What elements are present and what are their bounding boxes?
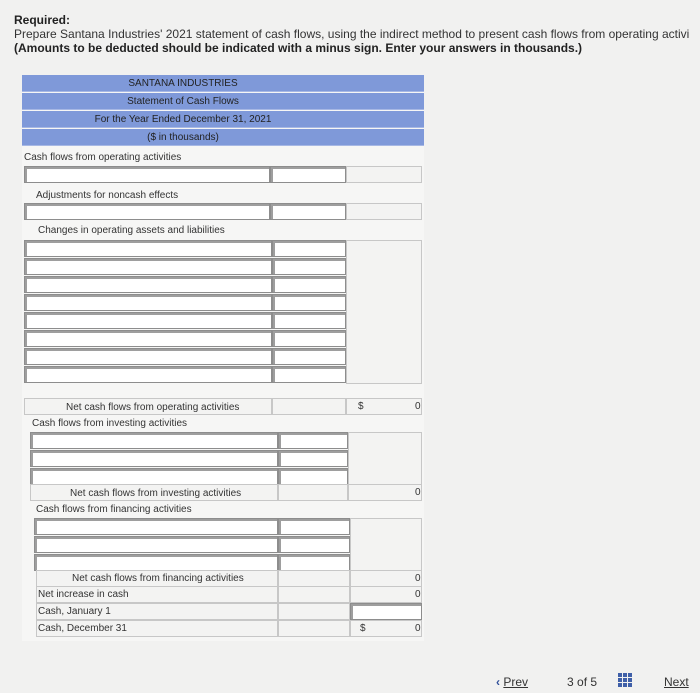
net-financing-value: 0: [415, 573, 421, 584]
change-amount-input-6[interactable]: [272, 330, 346, 347]
cash-dec-label: Cash, December 31: [38, 623, 127, 634]
change-item-input-1[interactable]: [24, 240, 272, 257]
page-of: of: [577, 675, 588, 689]
change-item-input-7[interactable]: [24, 348, 272, 365]
adjustment-total-cell: [346, 203, 422, 220]
investing-amount-input-1[interactable]: [278, 432, 348, 449]
operating-total-cell: [346, 166, 422, 183]
investing-item-input-3[interactable]: [30, 468, 278, 485]
net-financing-label: Net cash flows from financing activities: [72, 573, 244, 584]
change-amount-input-7[interactable]: [272, 348, 346, 365]
investing-item-input-1[interactable]: [30, 432, 278, 449]
statement-title-row: [22, 93, 424, 110]
changes-total-column: [346, 240, 422, 384]
investing-amount-input-2[interactable]: [278, 450, 348, 467]
required-heading: Required:: [14, 13, 71, 27]
next-label: Next: [664, 675, 689, 689]
net-investing-value: 0: [415, 487, 421, 498]
financing-item-input-3[interactable]: [34, 554, 278, 571]
page-total: 5: [590, 675, 598, 689]
change-item-input-5[interactable]: [24, 312, 272, 329]
change-amount-input-1[interactable]: [272, 240, 346, 257]
net-increase-blank: [278, 586, 350, 603]
cash-jan-label: Cash, January 1: [38, 606, 111, 617]
net-operating-value: 0: [415, 401, 421, 412]
financing-amount-input-1[interactable]: [278, 518, 350, 535]
change-amount-input-5[interactable]: [272, 312, 346, 329]
change-amount-input-8[interactable]: [272, 366, 346, 383]
change-item-input-4[interactable]: [24, 294, 272, 311]
required-note: (Amounts to be deducted should be indicated with a minus sign. Enter your answers in thousands.): [14, 41, 583, 55]
financing-item-input-1[interactable]: [34, 518, 278, 535]
statement-period-row: [22, 111, 424, 128]
net-financing-blank: [278, 570, 350, 587]
change-amount-input-4[interactable]: [272, 294, 346, 311]
cash-flow-statement: [22, 75, 424, 641]
financing-header: Cash flows from financing activities: [36, 504, 192, 515]
investing-item-input-2[interactable]: [30, 450, 278, 467]
change-amount-input-3[interactable]: [272, 276, 346, 293]
financing-amount-input-3[interactable]: [278, 554, 350, 571]
net-operating-label: Net cash flows from operating activities: [66, 402, 240, 413]
page-indicator: [567, 675, 597, 689]
adjustment-amount-input[interactable]: [270, 203, 346, 220]
operating-header: Cash flows from operating activities: [24, 152, 182, 163]
cash-jan-blank: [278, 603, 350, 620]
statement-period: For the Year Ended December 31, 2021: [94, 113, 272, 125]
page-current: 3: [567, 675, 574, 689]
change-item-input-3[interactable]: [24, 276, 272, 293]
net-increase-value: 0: [415, 589, 421, 600]
statement-company-row: [22, 75, 424, 92]
prev-button[interactable]: [496, 675, 528, 689]
change-amount-input-2[interactable]: [272, 258, 346, 275]
cash-jan-input[interactable]: [350, 603, 422, 620]
next-button[interactable]: [664, 675, 689, 689]
grid-icon[interactable]: [618, 673, 632, 687]
investing-amount-input-3[interactable]: [278, 468, 348, 485]
cash-dec-currency: $: [360, 623, 366, 634]
operating-item-input[interactable]: [24, 166, 270, 183]
net-investing-label: Net cash flows from investing activities: [70, 488, 242, 499]
net-investing-blank: [278, 484, 348, 501]
investing-total-column: [348, 432, 422, 486]
net-operating-blank: [272, 398, 346, 415]
chevron-left-icon: ‹: [496, 675, 500, 689]
operating-amount-input[interactable]: [270, 166, 346, 183]
cash-dec-blank: [278, 620, 350, 637]
statement-units: ($ in thousands): [147, 131, 219, 143]
net-investing-total: [348, 484, 422, 501]
cash-dec-value: 0: [415, 623, 421, 634]
change-item-input-8[interactable]: [24, 366, 272, 383]
prev-label: Prev: [503, 675, 529, 689]
adjustments-label: Adjustments for noncash effects: [36, 190, 179, 201]
investing-header: Cash flows from investing activities: [32, 418, 188, 429]
instructions: [14, 13, 700, 55]
net-financing-total: [350, 570, 422, 587]
net-increase-label: Net increase in cash: [38, 589, 129, 600]
change-item-input-6[interactable]: [24, 330, 272, 347]
statement-title: Statement of Cash Flows: [127, 95, 239, 107]
required-description: Prepare Santana Industries' 2021 statement of cash flows, using the indirect method to present cash flows from operating activi: [14, 27, 690, 41]
statement-units-row: [22, 129, 424, 146]
financing-item-input-2[interactable]: [34, 536, 278, 553]
net-increase-total: [350, 586, 422, 603]
financing-total-column: [350, 518, 422, 572]
net-operating-currency: $: [358, 401, 364, 412]
financing-amount-input-2[interactable]: [278, 536, 350, 553]
change-item-input-2[interactable]: [24, 258, 272, 275]
changes-label: Changes in operating assets and liabilities: [38, 225, 225, 236]
statement-company: SANTANA INDUSTRIES: [128, 77, 238, 89]
adjustment-item-input[interactable]: [24, 203, 270, 220]
